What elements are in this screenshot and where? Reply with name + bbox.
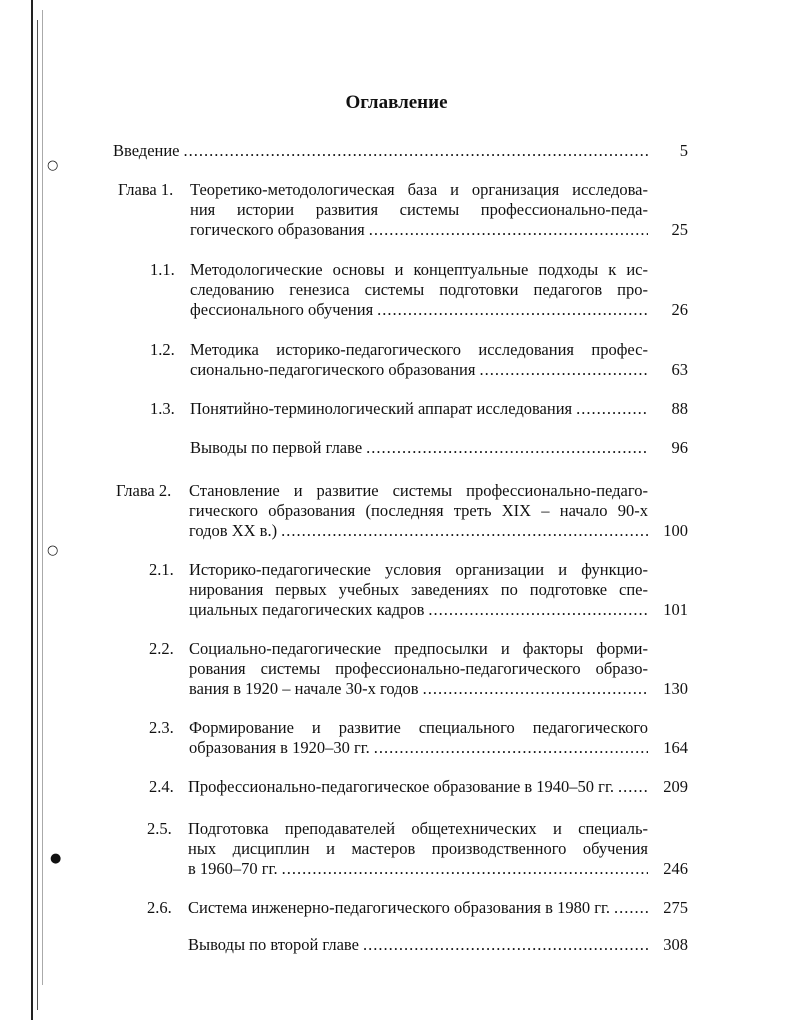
toc-entry-number: 2.1. <box>149 560 174 579</box>
toc-entry-title <box>189 560 648 620</box>
toc-entry-line: Система инженерно-педагогического образования в 1980 гг. <box>188 898 610 917</box>
scan-edge <box>42 10 43 985</box>
toc-entry-line: следованию генезиса системы подготовки педагогов про- <box>190 280 648 299</box>
toc-page-number: 246 <box>663 859 688 878</box>
toc-entry-line: Методологические основы и концептуальные подходы к ис- <box>190 260 648 279</box>
toc-entry-title <box>113 141 648 161</box>
dot-leader <box>572 399 648 419</box>
punch-hole-icon: ○ <box>47 158 59 173</box>
page-title: Оглавление <box>345 92 448 113</box>
toc-entry-number: 2.6. <box>147 898 172 917</box>
toc-page-number: 308 <box>663 935 688 954</box>
dot-leader <box>610 898 648 918</box>
toc-entry-line: нирования первых учебных заведениях по подготовке спе- <box>189 580 648 599</box>
toc-entry-line: Профессионально-педагогическое образование в 1940–50 гг. <box>188 777 614 796</box>
toc-entry-line: вания в 1920 – начале 30-х годов <box>189 679 419 698</box>
toc-entry-title <box>189 481 648 541</box>
dot-leader <box>278 859 648 879</box>
toc-entry-title <box>188 898 648 918</box>
toc-entry-line: Выводы по первой главе <box>190 438 363 457</box>
toc-entry-line: Социально-педагогические предпосылки и факторы форми- <box>189 639 648 658</box>
dot-leader <box>614 777 648 797</box>
toc-entry-number: 2.5. <box>147 819 172 838</box>
toc-entry-line: Подготовка преподавателей общетехнических и специаль- <box>188 819 648 838</box>
toc-entry-number: 2.4. <box>149 777 174 796</box>
toc-entry-title <box>188 935 648 955</box>
toc-entry-title <box>190 399 648 419</box>
toc-entry-line: гического образования (последняя треть XIX – начало 90-х <box>189 501 648 520</box>
dot-leader <box>419 679 648 699</box>
toc-entry-line: фессионального обучения <box>190 300 374 319</box>
toc-entry-line: сионально-педагогического образования <box>190 360 476 379</box>
toc-entry-line: Теоретико-методологическая база и организация исследова- <box>190 180 648 199</box>
toc-page-number: 5 <box>679 141 688 160</box>
toc-entry-line: рования системы профессионально-педагогического образо- <box>189 659 648 678</box>
toc-entry-title <box>190 260 648 320</box>
toc-entry-title <box>190 180 648 240</box>
toc-entry-title <box>190 438 648 458</box>
toc-page-number: 88 <box>671 399 688 418</box>
toc-page-number: 100 <box>663 521 688 540</box>
dot-leader <box>277 521 648 541</box>
dot-leader <box>424 600 648 620</box>
toc-entry-line: Выводы по второй главе <box>188 935 359 954</box>
toc-entry-line: Становление и развитие системы профессионально-педаго- <box>189 481 648 500</box>
toc-entry-line: Историко-педагогические условия организации и функцио- <box>189 560 648 579</box>
punch-hole-icon: ○ <box>47 543 59 558</box>
toc-entry-line: ния истории развития системы профессионально-педа- <box>190 200 648 219</box>
toc-entry-title <box>189 639 648 699</box>
toc-entry-number: Глава 2. <box>116 481 172 500</box>
toc-page-number: 26 <box>671 300 688 319</box>
dot-leader <box>359 935 648 955</box>
scan-edge <box>37 20 38 1010</box>
toc-page-number: 275 <box>663 898 688 917</box>
toc-page-number: 63 <box>671 360 688 379</box>
dot-leader <box>362 438 648 458</box>
dot-leader <box>370 738 648 758</box>
toc-entry-number: 1.1. <box>150 260 175 279</box>
toc-entry-title <box>189 718 648 758</box>
toc-entry-line: циальных педагогических кадров <box>189 600 425 619</box>
toc-entry-line: образования в 1920–30 гг. <box>189 738 370 757</box>
toc-entry-line: Введение <box>113 141 180 160</box>
punch-hole-icon: ● <box>50 851 62 866</box>
toc-entry-line: гогического образования <box>190 220 365 239</box>
toc-entry-number: 1.3. <box>150 399 175 418</box>
toc-page-number: 25 <box>671 220 688 239</box>
toc-entry-line: в 1960–70 гг. <box>188 859 278 878</box>
toc-entry-number: 1.2. <box>150 340 175 359</box>
toc-page-number: 130 <box>663 679 688 698</box>
dot-leader <box>365 220 648 240</box>
toc-entry-line: ных дисциплин и мастеров производственного обучения <box>188 839 648 858</box>
dot-leader <box>180 141 648 161</box>
toc-page-number: 164 <box>663 738 688 757</box>
dot-leader <box>373 300 648 320</box>
toc-entry-line: годов XX в.) <box>189 521 278 540</box>
toc-entry-line: Методика историко-педагогического исследования профес- <box>190 340 648 359</box>
dot-leader <box>475 360 648 380</box>
toc-page-number: 209 <box>663 777 688 796</box>
toc-entry-title <box>190 340 648 380</box>
toc-entry-number: Глава 1. <box>118 180 174 199</box>
toc-entry-title <box>188 777 648 797</box>
toc-page-number: 101 <box>663 600 688 619</box>
toc-entry-line: Понятийно-терминологический аппарат исследования <box>190 399 573 418</box>
toc-entry-number: 2.3. <box>149 718 174 737</box>
scan-edge <box>31 0 33 1020</box>
toc-page-number: 96 <box>671 438 688 457</box>
toc-entry-title <box>188 819 648 879</box>
toc-entry-number: 2.2. <box>149 639 174 658</box>
toc-entry-line: Формирование и развитие специального педагогического <box>189 718 648 737</box>
